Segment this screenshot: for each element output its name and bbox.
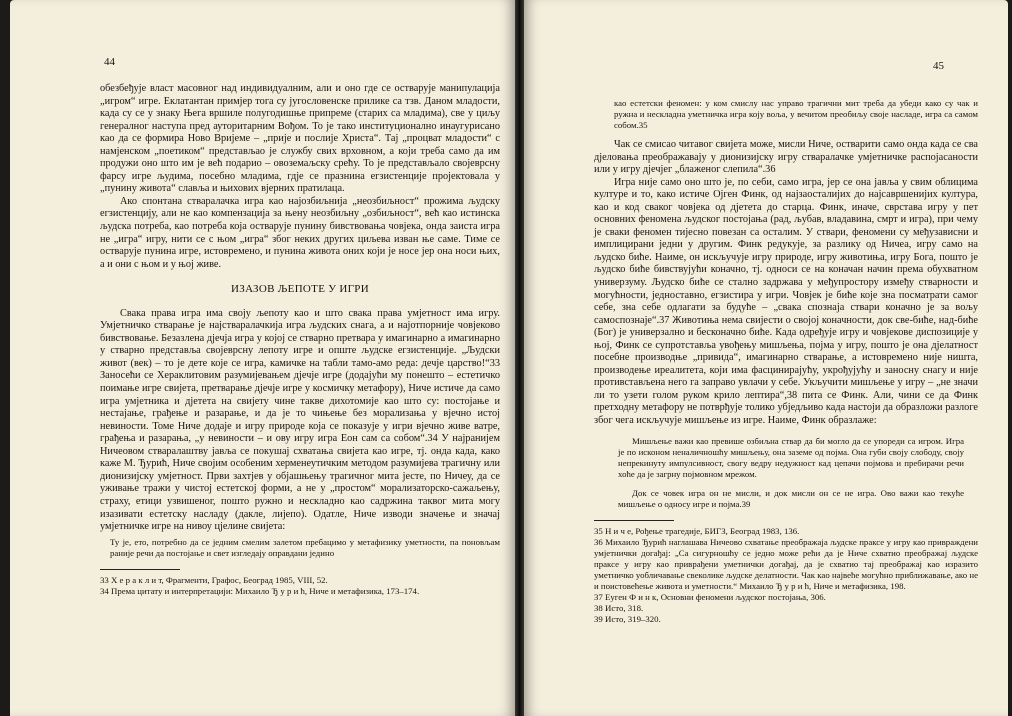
footnote-rule xyxy=(100,569,180,570)
footnote: 34 Према цитату и интерпретацији: Михаило Ђ у р и ћ, Ниче и метафизика, 173–174. xyxy=(100,585,420,596)
right-page-body xyxy=(594,98,978,625)
page-number-right: 45 xyxy=(933,60,944,72)
left-page xyxy=(10,0,515,716)
paragraph: Чак се смисао читавог свијета може, мисли Ниче, остварити само онда када се сва дјеловања преображавају у дионизијску игру стваралачке умјетничке распојасаности или у игру дјечјег „блаженог слепила“.36 xyxy=(594,139,978,176)
footnote: 37 Еуген Ф и н к, Основни феномени људског постојања, 306. xyxy=(594,591,826,602)
right-page xyxy=(524,0,1008,716)
page-number-left: 44 xyxy=(104,56,115,68)
paragraph: Свака права игра има своју љепоту као и што свака права умјетност има игру. Умјетничко стварање је најстваралачкија игра људских снага, а и најотпорније човјеково бивствовање. Безазлена дјечја игра у којој се стварно претвара у имагинарно а имагинарно у стварно представља својеврсну лепоту игре и опште људске егзистенције. „Људски живот (век) – то је дете које се игра, камичке на табли тамо-амо реда: дечје царство!“33 Заносећи се Хераклитовим разумијевањем дјечје игре (додајући му понешто – естетичко поимање игре свијета, претварање дјечје игре у космичку метафору), Ниче истиче да само игра умјетника и дјетета на свијету чине такве дихотомије као што су: постојање и нестајање, грађење и разарање, и да је то чињење без морализања у вјечно истој невиности. Томе Ниче додаје и игру природе која се показује у игри вјечно живе ватре, грађења и разарања, „у невиности – и ову игру игра Еон сам са собом“.34 У најранијем Ничеовом стваралаштву јавља се покушај схватања свијета као игре, тј. онда када, како каже М. Ђурић, Ниче својим особеним херменеутичким методом разумијева трагичну или дионизијску умјетност. Први захтјев у објашњењу трагичног мита јесте, по Ничеу, да се уживање тражи у чистој естетској форми, а не у „простом“ морализаторско-сажаљењу, страху, етици узвишеног, пошто ружно и нескладно као садржина таквог мита могу изазивати естетску насладу (дакле, лијепо). Одатле, Ниче изводи значење и значај умјетничке игре на нивоу цјелине свијета: xyxy=(100,307,500,533)
left-page-body xyxy=(100,83,500,597)
paragraph: обезбеђује власт масовног над индивидуалним, али и оно где се остварује манипулација „игром“ игре. Еклатантан примјер тога су југословенске прилике са тзв. Даном младости, када су се у знаку Њега вршиле полугодишње припреме (старих са младима), све у циљу генералног наступа пред ауторитарним Вођом. То је тако институционално инаугурисано као да се формира Ново Вријеме – „прије и послије Христа“. Тај „процват младости“ с намјенском „поетиком“ представљао је службу свих врховном, а који треба само да им продужи оно што им је већ подарио – овоземаљску срећу. То је представљало својеврсну фарсу игре људима, посебно младима, гдје се празнина егзистенције пројектовала у „пунину живота“ славља и њихових вјерних пратилаца. xyxy=(100,83,500,195)
section-heading: ИЗАЗОВ ЉЕПОТЕ У ИГРИ xyxy=(231,283,369,296)
footnote: 35 Н и ч е, Рођење трагедије, БИГЗ, Београд 1983, 136. xyxy=(594,525,800,536)
footnote-rule xyxy=(594,520,674,521)
block-quote: као естетски феномен: у ком смислу нас управо трагични мит треба да убеди како су чак и ружна и нескладна уметничка игра коју воља, у вечитом преобиљу своје насладе, игра са самом собом.35 xyxy=(614,98,978,130)
paragraph: Игра није само оно што је, по себи, само игра, јер се она јавља у свим облицима културе и то, како истиче Ојген Финк, од најзаосталијих до најсавршенијих култура, као и код сваког човјека од дјетета до старца. Финк, иначе, сврстава игру у пет основних феномена људског постојања (рад, љубав, владавина, смрт и игра), при чему је сваки феномен тијесно повезан са осталим. У ствари, феномени су међузависни и имплицирани једни у другим. Финк редукује, за разлику од Ничеа, игру само на људско биће. Наиме, он искључује игру природе, игру животиња, игру Бога, пошто је људско биће бивствујући коначно, тј. односи се на коначан начин према обухватном универзуму. Људско биће се стално задржава у међупростору између стварности и могућности, једноставно, егзистира у игри. Човјек је биће које зна посматрати самог себе, зна себе одлагати за будуће – „свака спознаја ствари коначно је за вољу самоспознаје“.37 Животиња нема свијести о својој коначности, док све-биће, над-биће (Бог) је универзално и бесконачно биће. Када одређује игру и човјекове диспозиције у њој, Финк се супротставља увођењу мишљења, појма у игру, пошто је она дјелатност посебне производње „привида“, имагинарно стварање, а истовремено није ништа, производење иреалитета, који има фасцинирајућу, укрођујућу и заносну снагу и није противстављена него га заправо увлачи у себе. Укључити мишљење у игру – „не значи ли то узети голом руком крило лептира“,38 пита се Финк. Али, чини се да Финк претходну метафору не потврђује толико убједљиво када настоји да образложи разлоге због чега искључује мишљење из игре. Наиме, Финк образлаже: xyxy=(594,176,978,427)
block-quote: Док се човек игра он не мисли, и док мисли он се не игра. Ово важи као текуће мишљење о односу игре и појма.39 xyxy=(618,487,964,509)
book-spine xyxy=(515,0,524,716)
footnote: 33 Х е р а к л и т, Фрагменти, Графос, Београд 1985, VIII, 52. xyxy=(100,574,328,585)
block-quote: Мишљење важи као превише озбиљна ствар да би могло да се упореди са игром. Игра је по исконом неналичношћу мишљењу, она заземе од појма. Она губи своју слободу, своју непрекинуту импулсивност, свогу ведру недужност кад цепачи појмова и пребирачи речи хоће да је загрну појмовном мрежом. xyxy=(618,435,964,479)
paragraph: Ако спонтана стваралачка игра као најозбиљнија „неозбиљност“ прожима људску егзистенцију, али не као компензација за њену неозбиљну „озбиљност“, већ као истинска људска потреба, као потреба која остварује пунину бивствовања човјека, онда заиста игра не „игра“ игру, нити се с њом „игра“ због неких других циљева изван ње саме. Тиме се остварује пунина игре, истовремено, и пунина живота оних који је носе јер она носи њих, а и они с њом и у њој живе. xyxy=(100,195,500,270)
footnote: 39 Исто, 319–320. xyxy=(594,613,661,624)
footnote: 38 Исто, 318. xyxy=(594,602,644,613)
block-quote: Ту је, ето, потребно да се једним смелим залетом пребацимо у метафизику уметности, па поновљам раније речи да постојање и свет изгледају оправдани једино xyxy=(110,536,500,558)
footnote: 36 Михаило Ђурић наглашава Ничеово схватање преображаја људске праксе у игру као привраждени умјетнички догађај: „Са сигурношћу се једно може рећи да је Ниче схватио преображај људске праксе у игру као приврађени уметнички догађај, да је схватио тај преображај као изразито уметничко уобличавање свеколике људске делатности. Чак као највеће могућно приближавање, ако не и поистовећење живота и уметности.“ Михаило Ђ у р и ћ, Ниче и метафизика, 198. xyxy=(594,536,978,591)
